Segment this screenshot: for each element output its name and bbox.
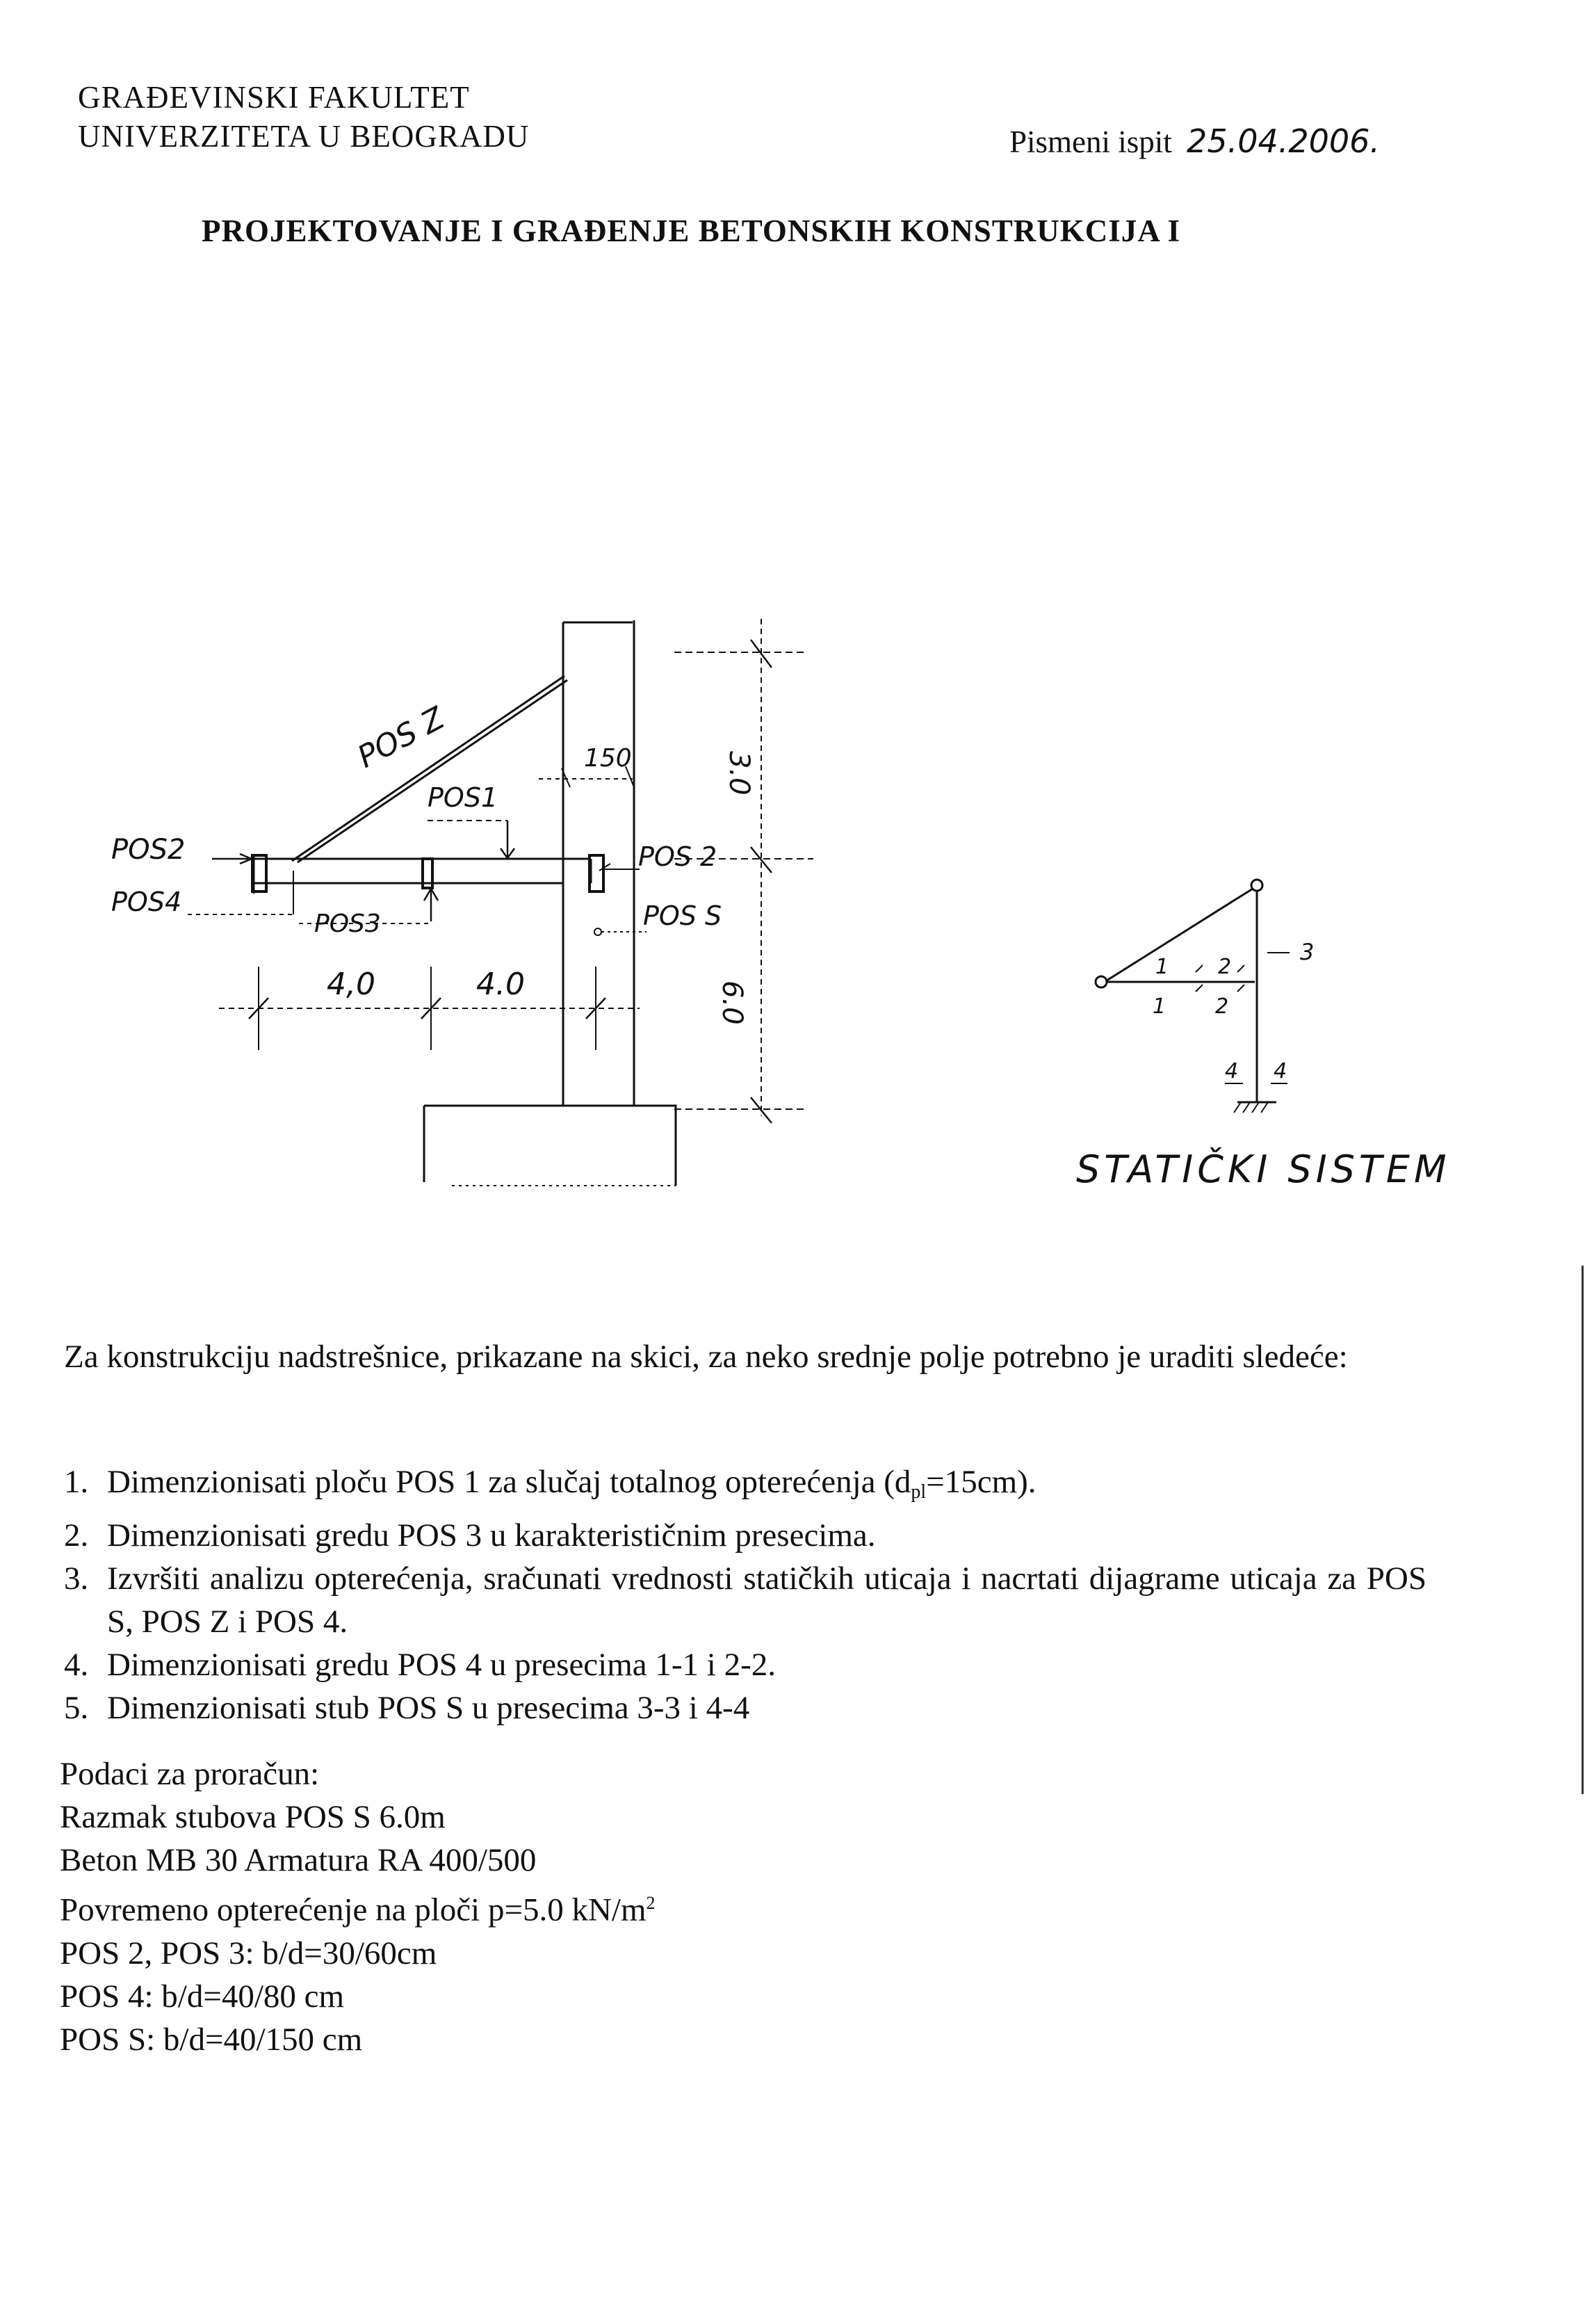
section-3: 3 [1300, 939, 1315, 965]
task-item [64, 1557, 1426, 1643]
assignment-intro: Za konstrukciju nadstrešnice, prikazane na skici, za neko srednje polje potrebno je uraditi sledeće: [64, 1339, 1348, 1375]
label-dim-150: 150 [584, 744, 632, 773]
exam-heading [1009, 122, 1380, 160]
task-list [64, 1460, 1426, 1729]
exam-date: 25.04.2006. [1187, 122, 1381, 160]
task-item [64, 1686, 1426, 1729]
faculty-line-2: UNIVERZITETA U BEOGRADU [78, 119, 530, 154]
data-line: POS 2, POS 3: b/d=30/60cm [60, 1935, 437, 1971]
section-4-right: 4 [1274, 1059, 1287, 1083]
data-line: POS 4: b/d=40/80 cm [60, 1978, 345, 2015]
data-line: POS S: b/d=40/150 cm [60, 2021, 363, 2058]
task-number: 3. [64, 1560, 89, 1597]
label-dim-4-left: 4,0 [327, 967, 375, 1002]
course-title: PROJEKTOVANJE I GRAĐENJE BETONSKIH KONSTRUKCIJA I [202, 213, 1181, 248]
task-item [64, 1643, 1426, 1686]
label-pos-2-right: POS 2 [638, 841, 717, 872]
data-heading: Podaci za proračun: [60, 1756, 320, 1792]
task-item [64, 1514, 1426, 1557]
label-pos-z: POS Z [352, 700, 450, 775]
static-system-caption: STATIČKI SISTEM [1076, 1147, 1451, 1191]
section-1-top: 1 [1155, 955, 1169, 979]
scan-edge-line [1582, 1266, 1584, 1794]
label-pos-1: POS1 [428, 782, 498, 813]
faculty-line-1: GRAĐEVINSKI FAKULTET [78, 80, 470, 115]
label-pos-2-left: POS2 [111, 834, 186, 866]
task-item [64, 1460, 1426, 1514]
task-text: Dimenzionisati ploču POS 1 za slučaj totalnog opterećenja (dpl=15cm). [107, 1464, 1037, 1503]
task-text: Izvršiti analizu opterećenja, sračunati vrednosti statičkih uticaja i nacrtati dijagrame uticaja za POS S, POS Z i POS 4. [107, 1560, 1426, 1640]
data-line-live-load: Povremeno opterećenje na ploči p=5.0 $kN/m^2$ [60, 1891, 656, 1928]
section-1-bottom: 1 [1153, 994, 1167, 1019]
section-2-bottom: 2 [1215, 994, 1229, 1019]
faculty-name [78, 78, 529, 156]
hinge-top [1251, 880, 1262, 891]
foundation-outline [424, 1106, 676, 1186]
task-text: Dimenzionisati gredu POS 4 u presecima 1-1 i 2-2. [107, 1647, 777, 1683]
label-pos-3: POS3 [314, 910, 381, 938]
label-dim-4-right: 4.0 [476, 967, 525, 1002]
label-dim-6: 6.0 [716, 981, 748, 1025]
data-line: Beton MB 30 Armatura RA 400/500 [60, 1842, 537, 1878]
label-pos-4: POS4 [111, 887, 182, 917]
column-outline [563, 620, 634, 1106]
task-number: 2. [64, 1517, 89, 1554]
data-line: Razmak stubova POS S 6.0m [60, 1799, 446, 1835]
hinge-left [1096, 976, 1107, 987]
structure-sketch [90, 605, 1015, 1203]
label-dim-3: 3.0 [723, 751, 755, 796]
label-pos-s: POS S [643, 901, 722, 931]
task-number: 4. [64, 1647, 89, 1683]
static-system-diagram [1071, 862, 1460, 1210]
section-4-left: 4 [1225, 1059, 1239, 1083]
exam-label: Pismeni ispit [1009, 124, 1172, 159]
section-2-top: 2 [1218, 955, 1232, 979]
task-number: 1. [64, 1464, 89, 1500]
task-number: 5. [64, 1690, 89, 1726]
task-text: Dimenzionisati stub POS S u presecima 3-3 i 4-4 [107, 1690, 750, 1726]
task-text: Dimenzionisati gredu POS 3 u karakterističnim presecima. [107, 1517, 876, 1554]
calculation-data [60, 1752, 1033, 2061]
